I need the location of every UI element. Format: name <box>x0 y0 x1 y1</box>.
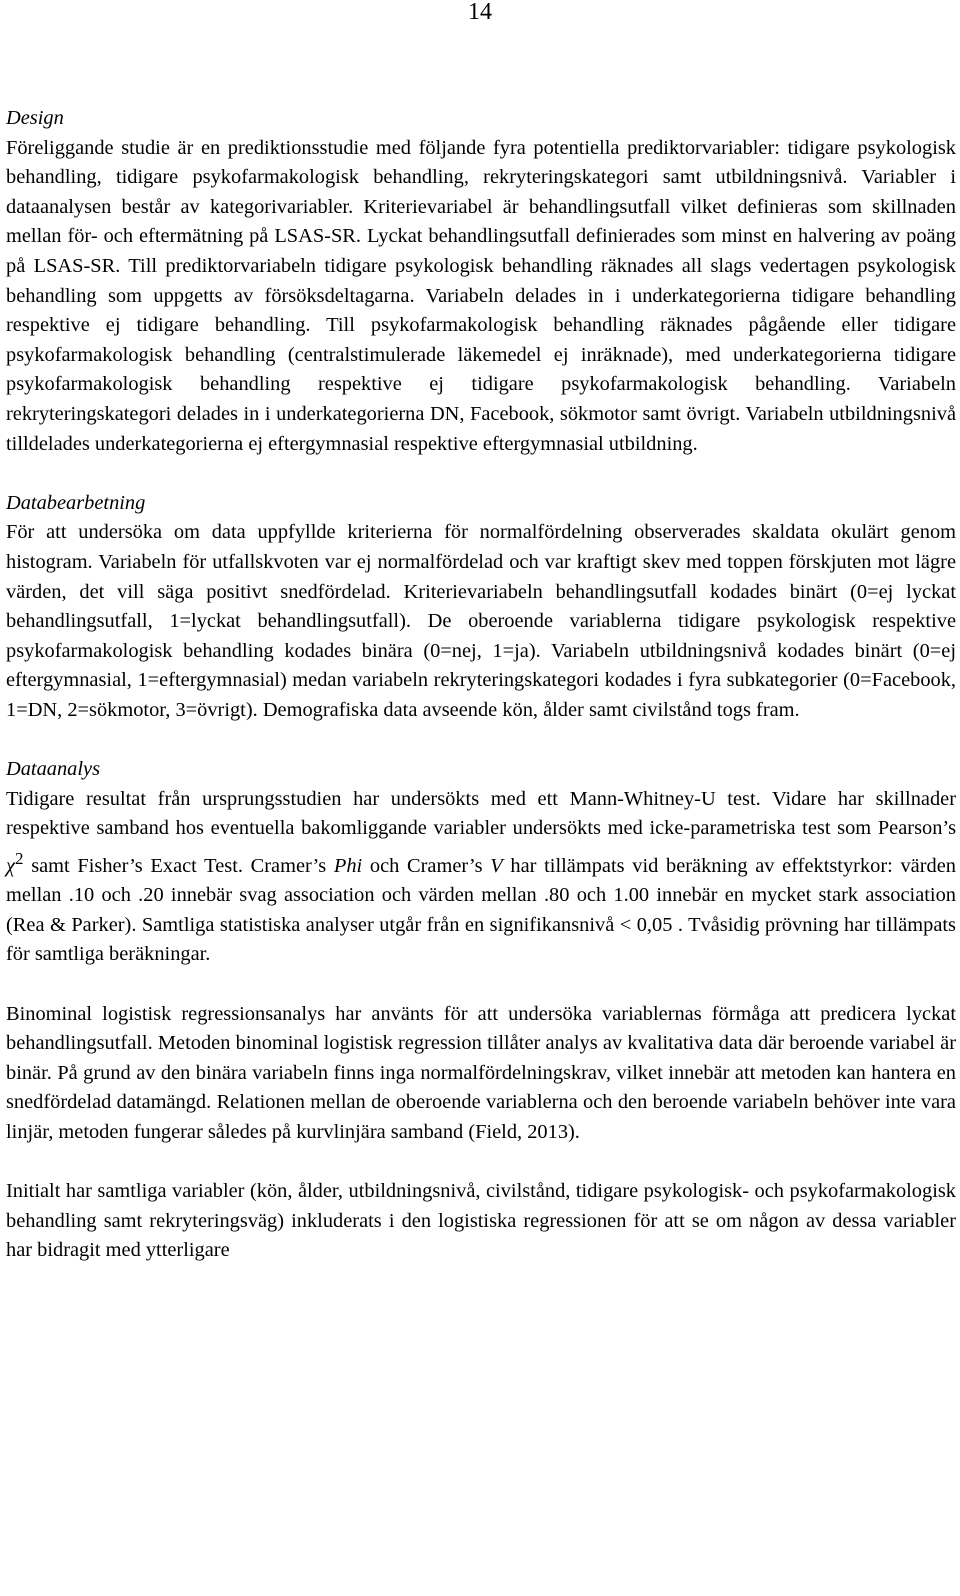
text-run: och Cramer’s <box>369 854 483 877</box>
section-initial <box>6 1177 956 1266</box>
section-design <box>6 104 956 459</box>
section-dataanalys <box>6 755 956 970</box>
section-regression <box>6 1000 956 1148</box>
section-heading-databearbetning: Databearbetning <box>6 491 146 514</box>
document-body <box>6 104 956 1296</box>
paragraph-dataanalys-2: Binominal logistisk regressionsanalys har använts för att undersöka variablernas förmåga att predicera lyckat behandlingsutfall. Metoden binominal logistisk regression tillåter analys av kvalitativa data där beroende variabel är binär. På grund av den binära variabeln finns inga normalfördelningskrav, vilket innebär att metoden kan hantera en snedfördelad datamängd. Relationen mellan de oberoende variablerna och den beroende variabeln behöver inte vara linjär, metoden fungerar således på kurvlinjära samband (Field, 2013). <box>6 1002 956 1143</box>
section-databearbetning <box>6 489 956 726</box>
chi-exponent: 2 <box>14 848 24 868</box>
text-run: samt Fisher’s Exact Test. Cramer’s <box>31 854 327 877</box>
text-run: har tillämpats vid beräkning av effektstyrkor: värden mellan .10 och .20 innebär svag association och värden mellan .80 och 1.00 innebär en mycket stark association (Rea & Parker). Samtliga statistiska analyser utgår från en signifikansnivå < 0,05 . Tvåsidig prövning har tillämpats för samtliga beräkningar. <box>6 854 956 966</box>
paragraph-design: Föreliggande studie är en prediktionsstudie med följande fyra potentiella prediktorvariabler: tidigare psykologisk behandling, tidigare psykofarmakologisk behandling, rekryteringskategori samt utbildningsnivå. Variabler i dataanalysen består av kategorivariabler. Kriterievariabel är behandlingsutfall vilket definieras som skillnaden mellan för- och eftermätning på LSAS-SR. Lyckat behandlingsutfall definierades som minst en halvering av poäng på LSAS-SR. Till prediktorvariabeln tidigare psykologisk behandling räknades all slags vedertagen psykologisk behandling som uppgetts av försöksdeltagarna. Variabeln delades in i underkategorierna tidigare behandling respektive ej tidigare behandling. Till psykofarmakologisk behandling räknades pågående eller tidigare psykofarmakologisk behandling (centralstimulerade läkemedel ej inräknade), med underkategorierna tidigare psykofarmakologisk behandling respektive ej tidigare psykofarmakologisk behandling. Variabeln rekryteringskategori delades in i underkategorierna DN, Facebook, sökmotor samt övrigt. Variabeln utbildningsnivå tilldelades underkategorierna ej eftergymnasial respektive eftergymnasial utbildning. <box>6 136 956 455</box>
paragraph-dataanalys-3: Initialt har samtliga variabler (kön, ålder, utbildningsnivå, civilstånd, tidigare psykologisk- och psykofarmakologisk behandling samt rekryteringsväg) inkluderats i den logistiska regressionen för att se om någon av dessa variabler har bidragit med ytterligare <box>6 1180 956 1262</box>
text-run: Tidigare resultat från ursprungsstudien har undersökts med ett Mann-Whitney-U test. Vidare har skillnader respektive samband hos eventuella bakomliggande variabler undersökts med icke-parametriska test som Pearson’s <box>6 787 956 840</box>
section-heading-design: Design <box>6 107 64 129</box>
page-number: 14 <box>468 0 492 25</box>
chi-symbol: χ <box>6 854 15 877</box>
section-heading-dataanalys: Dataanalys <box>6 758 101 781</box>
paragraph-dataanalys-1 <box>6 785 956 970</box>
paragraph-databearbetning: För att undersöka om data uppfyllde kriterierna för normalfördelning observerades skaldata okulärt genom histogram. Variabeln för utfallskvoten var ej normalfördelad och var kraftigt skev med toppen förskjuten mot lägre värden, det vill säga positivt snedfördelad. Kriterievariabeln behandlingsutfall kodades binärt (0=ej lyckat behandlingsutfall, 1=lyckat behandlingsutfall). De oberoende variablerna tidigare psykologisk respektive psykofarmakologisk behandling kodades binära (0=nej, 1=ja). Variabeln utbildningsnivå kodades binärt (0=ej eftergymnasial, 1=eftergymnasial) medan variabeln rekryteringskategori kodades i fyra subkategorier (0=Facebook, 1=DN, 2=sökmotor, 3=övrigt). Demografiska data avseende kön, ålder samt civilstånd togs fram. <box>6 521 956 721</box>
phi-symbol: Phi <box>333 854 363 877</box>
v-symbol: V <box>490 854 503 877</box>
